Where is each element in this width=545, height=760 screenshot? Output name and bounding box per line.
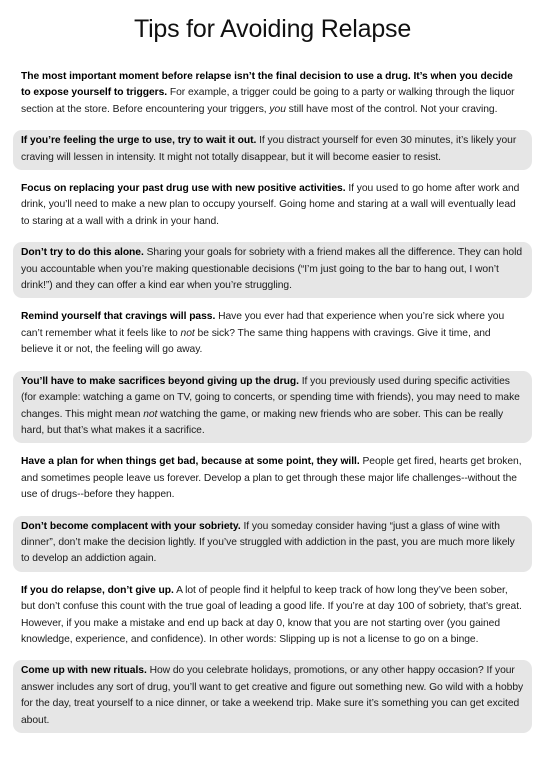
tip-body-text: If you distract yourself for even 30 minutes, it’s likely your craving will lessen in intensity. It might not totally disappear, but it will become easier to resist.	[21, 135, 517, 163]
tip-body-text: How do you celebrate holidays, promotions, or any other happy occasion? If your answer includes any sort of drug, you’ll want to get creative and figure out something new. Go wild with a hobby for the day, treat yourself to a nice dinner, or take a weekend trip. Make sure it’s something you can get excited about.	[21, 665, 524, 726]
tip-block	[13, 242, 532, 298]
tip-body-text: Have you ever had that experience when you’re sick where you can’t remember what it feels like to	[21, 311, 505, 339]
tip-block	[13, 516, 532, 572]
tip-body-text: If you previously used during specific activities (for example: watching a game on TV, going to concerts, or spending time with friends), you may need to make changes. This might mean	[21, 375, 520, 420]
tip-heading: Don’t become complacent with your sobriety.	[21, 520, 241, 532]
tip-heading: Come up with new rituals.	[21, 665, 147, 677]
tip-emphasis: not	[143, 408, 158, 420]
tip-body-text: Sharing your goals for sobriety with a friend makes all the difference. They can hold you accountable when you’re making questionable decisions (“I’m just going to the bar to hang out, I won’t drink!”) and they can offer a kind ear when you’re struggling.	[21, 247, 523, 292]
tip-heading: Have a plan for when things get bad, because at some point, they will.	[21, 456, 360, 468]
page-title: Tips for Avoiding Relapse	[133, 15, 412, 43]
tip-body-text: A lot of people find it helpful to keep track of how long they’ve been sober, but don’t confuse this count with the true goal of leading a good life. If you’re at day 100 of sobriety, that’s great. However, if you make a mistake and end up back at day 0, know that you are not starting over (you gained knowledge, experience, and confidence). In other words: Slipping up is not a license to go on a binge.	[21, 584, 522, 645]
tip-heading: You’ll have to make sacrifices beyond giving up the drug.	[21, 375, 299, 387]
tip-heading: Focus on replacing your past drug use with new positive activities.	[21, 183, 346, 195]
tip-block	[13, 66, 532, 122]
tip-body-text: If you used to go home after work and drink, you’ll need to make a new plan to occupy yourself. Going home and staring at a wall will eventually lead to staring at a wall with a drink in your hand.	[21, 183, 520, 227]
tip-body-text: If you someday consider having “just a glass of wine with dinner”, don’t make the decision lightly. If you’ve struggled with addiction in the past, you are much more likely to develop an addiction again.	[21, 520, 515, 565]
tip-block	[13, 306, 532, 362]
tip-heading: Remind yourself that cravings will pass.	[21, 311, 216, 323]
tip-body-text: For example, a trigger could be going to a party or walking through the liquor section at the store. Before encountering your triggers,	[21, 87, 515, 115]
tip-emphasis: not	[180, 327, 195, 339]
tips-list	[13, 66, 532, 733]
tip-emphasis: you	[269, 103, 286, 115]
tip-block	[13, 371, 532, 444]
tip-block	[13, 580, 532, 653]
tip-block	[13, 451, 532, 507]
tip-body-text: be sick? The same thing happens with cravings. Give it time, and believe it or not, the feeling will go away.	[21, 327, 491, 356]
tip-heading: The most important moment before relapse isn’t the final decision to use a drug. It’s when you decide to expose yourself to triggers.	[21, 71, 513, 99]
tip-heading: Don’t try to do this alone.	[21, 247, 144, 259]
tip-heading: If you’re feeling the urge to use, try to wait it out.	[21, 135, 257, 147]
tip-body-text: still have most of the control. Not your craving.	[285, 103, 498, 115]
tip-block	[13, 660, 532, 733]
tip-body-text: People get fired, hearts get broken, and sometimes people leave us forever. Develop a plan to get through these major life challenges--without the use of drugs--before they happen.	[21, 456, 522, 501]
tip-heading: If you do relapse, don’t give up.	[21, 584, 174, 596]
tip-body-text: watching the game, or making new friends who are sober. This can be really hard, but that’s what makes it a sacrifice.	[21, 408, 504, 436]
tip-block	[13, 130, 532, 170]
tip-block	[13, 178, 532, 234]
